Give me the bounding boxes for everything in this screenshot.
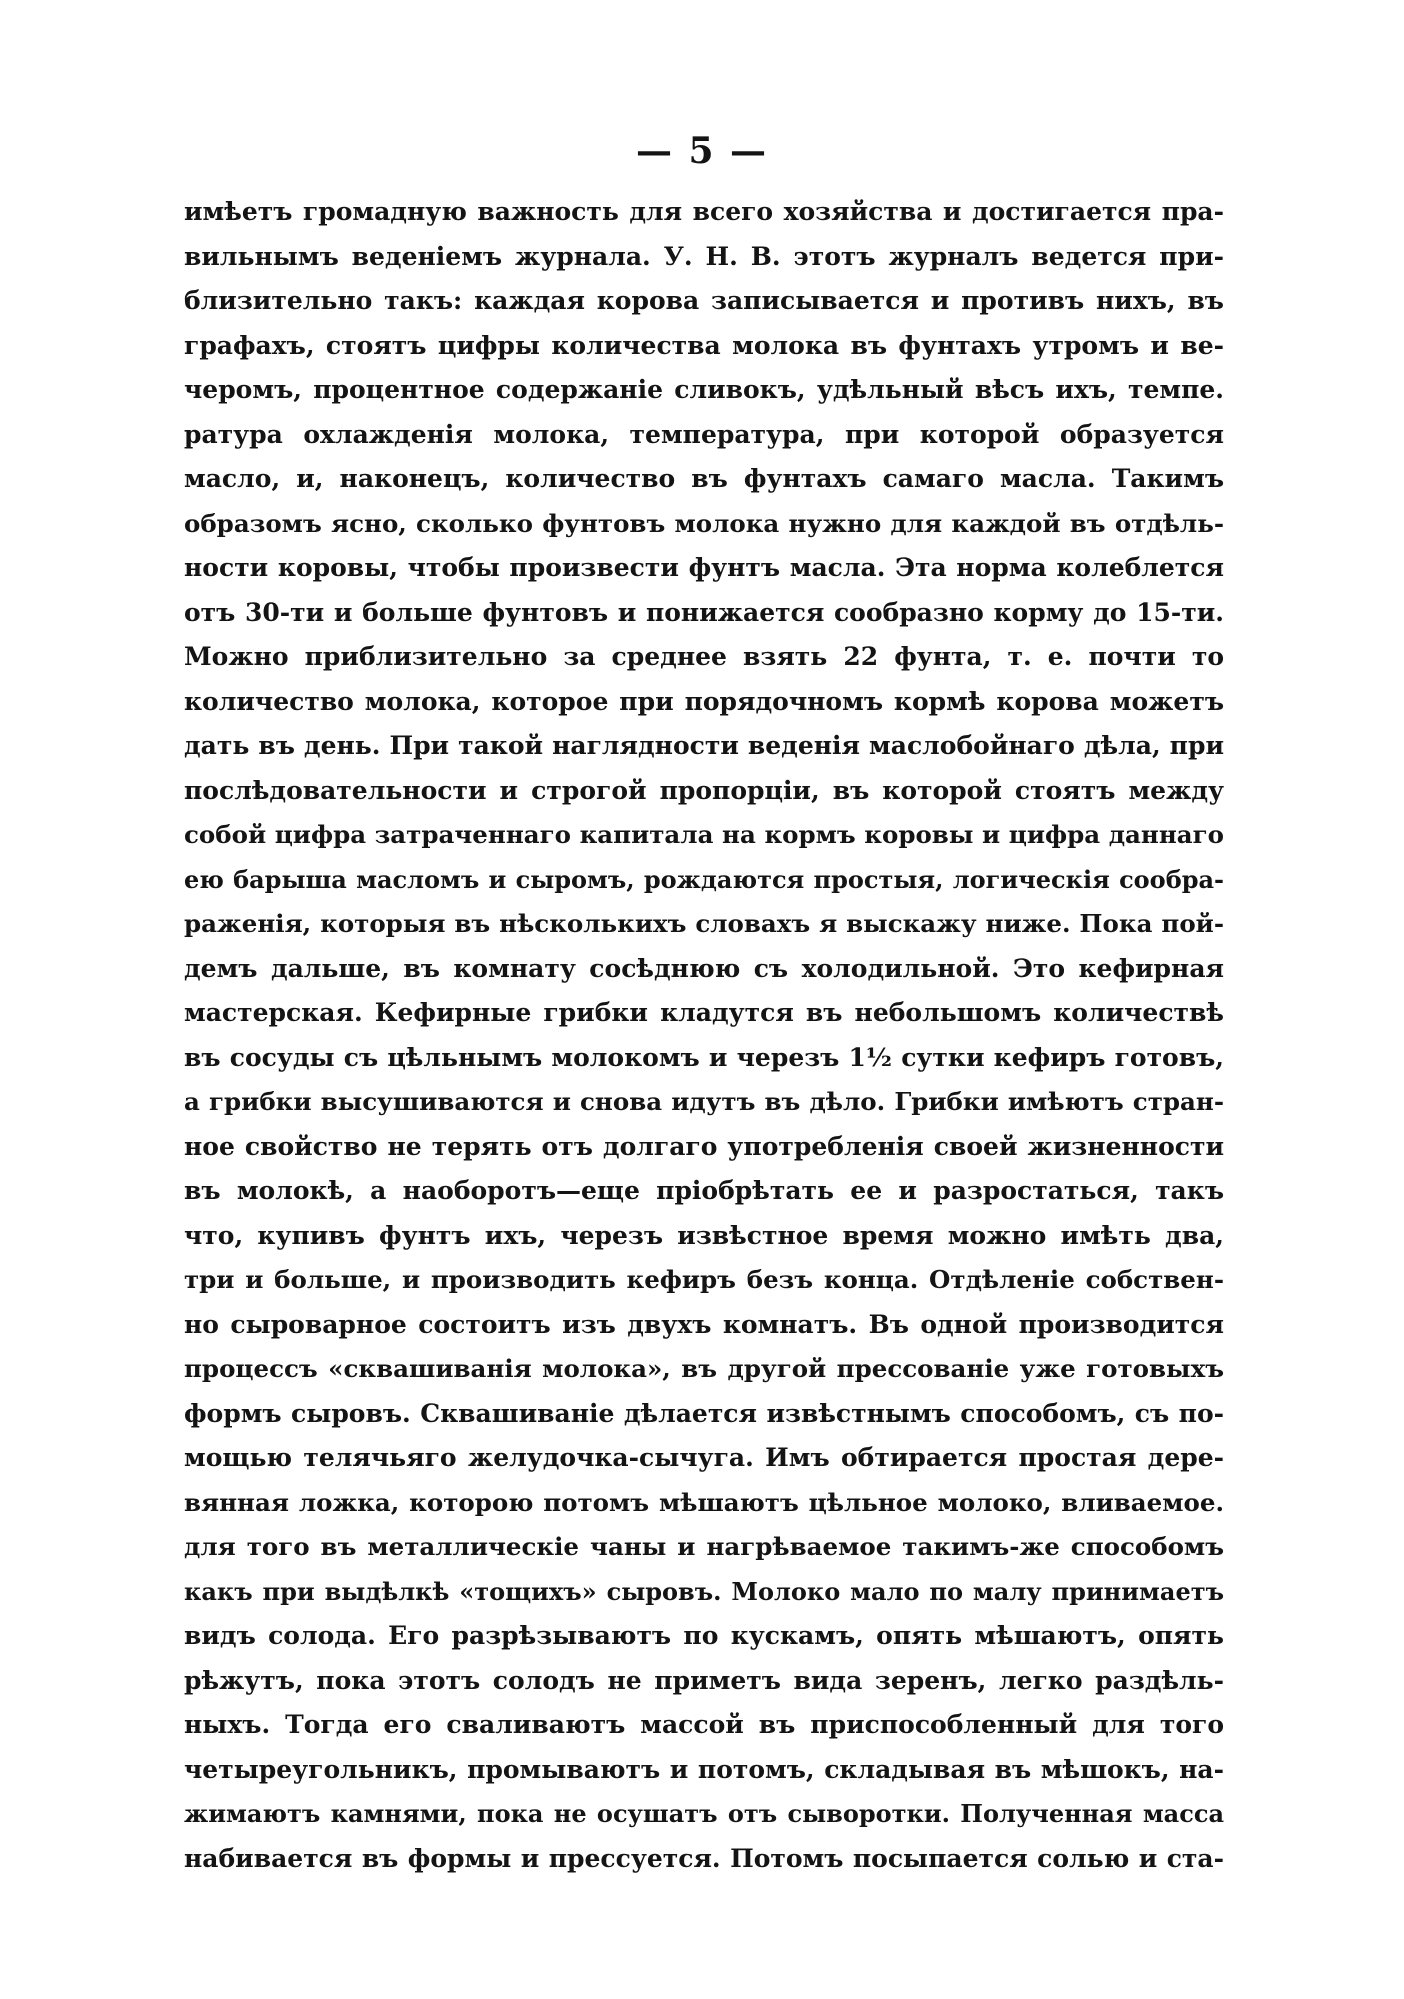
text-line: вильнымъ веденіемъ журнала. У. Н. В. этотъ журналъ ведется при- [184,241,1224,271]
text-line: собой цифра затраченнаго капитала на кормъ коровы и цифра даннаго [184,820,1224,849]
text-line: мастерская. Кефирные грибки кладутся въ небольшомъ количествѣ [184,998,1224,1027]
text-line: какъ при выдѣлкѣ «тощихъ» сыровъ. Молоко мало по малу принимаетъ [184,1576,1224,1606]
text-line: образомъ ясно, сколько фунтовъ молока нужно для каждой въ отдѣль- [184,508,1224,538]
text-line: три и больше, и производить кефиръ безъ конца. Отдѣленіе собствен- [184,1265,1224,1294]
body-text [184,190,1224,1881]
text-line: графахъ, стоятъ цифры количества молока въ фунтахъ утромъ и ве- [184,330,1224,360]
text-line: ныхъ. Тогда его сваливаютъ массой въ приспособленный для того [184,1710,1224,1739]
text-line: мощью телячьяго желудочка-сычуга. Имъ обтирается простая дере- [184,1443,1224,1472]
text-line: четыреугольникъ, промываютъ и потомъ, складывая въ мѣшокъ, на- [184,1754,1224,1784]
text-line: формъ сыровъ. Сквашиваніе дѣлается извѣстнымъ способомъ, съ по- [184,1398,1224,1428]
text-line: но сыроварное состоитъ изъ двухъ комнатъ. Въ одной производится [184,1309,1224,1339]
text-line: для того въ металлическіе чаны и нагрѣваемое такимъ-же способомъ [184,1532,1224,1561]
text-line: имѣетъ громадную важность для всего хозяйства и достигается пра- [184,197,1224,226]
text-line: жимаютъ камнями, пока не осушатъ отъ сыворотки. Полученная масса [184,1799,1224,1828]
text-line: количество молока, которое при порядочномъ кормѣ корова можетъ [184,686,1224,716]
text-line: Можно приблизительно за среднее взять 22 фунта, т. е. почти то [184,642,1224,671]
text-line: близительно такъ: каждая корова записывается и противъ нихъ, въ [184,286,1224,315]
text-line: раженія, которыя въ нѣсколькихъ словахъ я выскажу ниже. Пока пой- [184,909,1224,938]
text-line: набивается въ формы и прессуется. Потомъ посыпается солью и ста- [184,1843,1224,1873]
text-line: рѣжутъ, пока этотъ солодъ не приметъ вида зеренъ, легко раздѣль- [184,1665,1224,1695]
text-line: процессъ «сквашиванія молока», въ другой прессованіе уже готовыхъ [184,1354,1224,1383]
text-line: ею барыша масломъ и сыромъ, рождаются простыя, логическія сообра- [184,864,1224,894]
text-line: масло, и, наконецъ, количество въ фунтахъ самаго масла. Такимъ [184,464,1224,493]
text-line: дать въ день. При такой наглядности веденія маслобойнаго дѣла, при [184,731,1224,760]
text-line: вянная ложка, которою потомъ мѣшаютъ цѣльное молоко, вливаемое. [184,1487,1224,1517]
page-number: — 5 — [635,130,769,172]
text-line: ное свойство не терять отъ долгаго употребленія своей жизненности [184,1131,1224,1161]
text-line: черомъ, процентное содержаніе сливокъ, удѣльный вѣсъ ихъ, темпе. [184,375,1224,404]
text-line: демъ дальше, въ комнату сосѣднюю съ холодильной. Это кефирная [184,953,1224,983]
text-line: въ молокѣ, а наоборотъ—еще пріобрѣтать ее и разростаться, такъ [184,1176,1224,1205]
text-line: отъ 30-ти и больше фунтовъ и понижается сообразно корму до 15-ти. [184,597,1224,627]
text-line: послѣдовательности и строгой пропорціи, въ которой стоятъ между [184,775,1224,805]
text-line: ратура охлажденія молока, температура, при которой образуется [184,419,1224,449]
text-line: что, купивъ фунтъ ихъ, черезъ извѣстное время можно имѣть два, [184,1220,1224,1250]
text-line: а грибки высушиваются и снова идутъ въ дѣло. Грибки имѣютъ стран- [184,1087,1224,1116]
text-line: въ сосуды съ цѣльнымъ молокомъ и черезъ 1½ сутки кефиръ готовъ, [184,1042,1224,1072]
text-line: видъ солода. Его разрѣзываютъ по кускамъ, опять мѣшаютъ, опять [184,1621,1224,1650]
text-line: ности коровы, чтобы произвести фунтъ масла. Эта норма колеблется [184,553,1224,582]
